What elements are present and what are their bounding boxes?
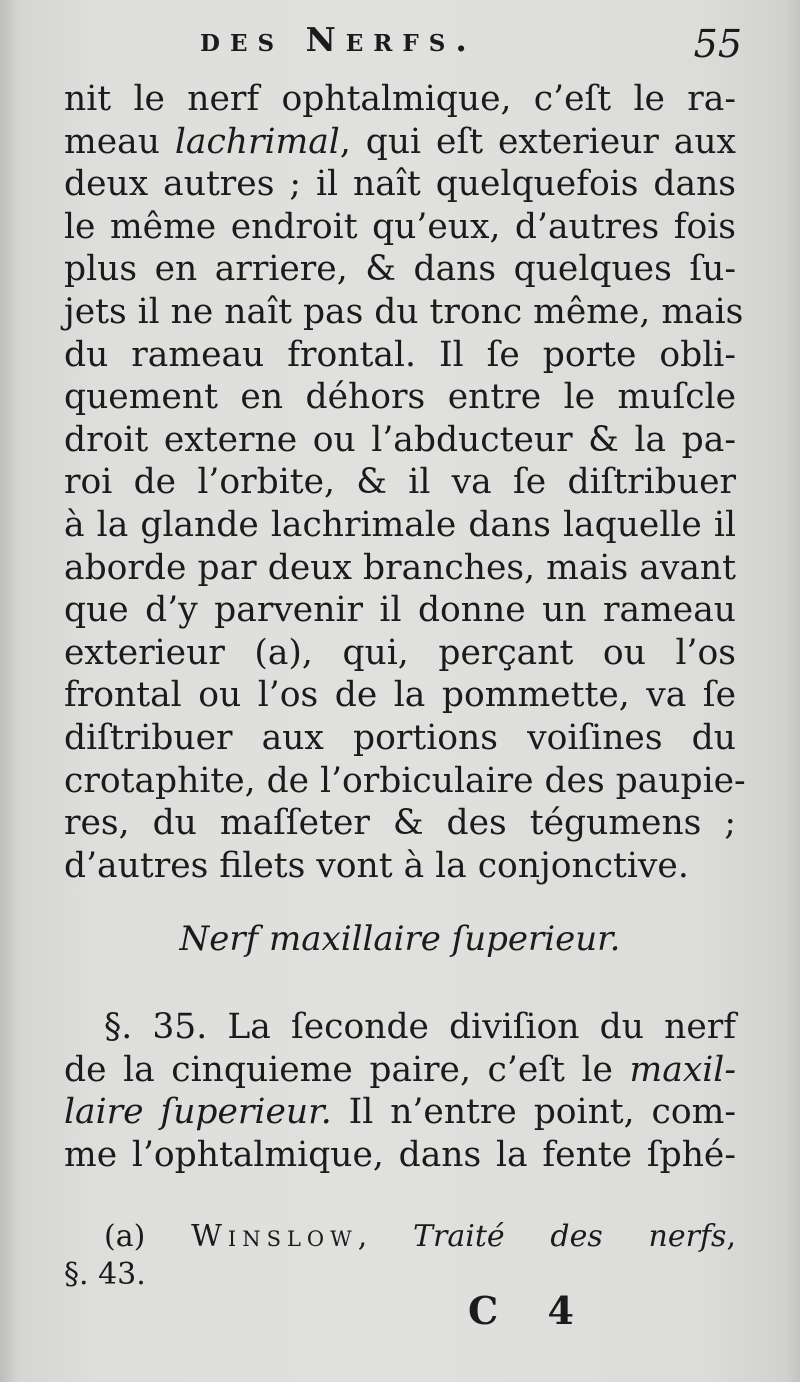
page-shadow-right	[786, 0, 800, 1382]
text-line	[64, 1049, 736, 1092]
text-line: d’autres filets vont à la conjonctive.	[64, 845, 689, 886]
section-heading: Nerf maxillaire ſuperieur.	[179, 919, 621, 959]
text-line: diſtribuer aux portions voiſines du	[64, 717, 736, 758]
text-line: droit externe ou l’abducteur & la pa-	[64, 419, 736, 460]
signature-mark: C 4	[468, 1288, 592, 1333]
footnote	[64, 1218, 736, 1294]
text-line: frontal ou l’os de la pommette, va ſe	[64, 675, 736, 716]
text-line	[64, 121, 736, 164]
text-line: aborde par deux branches, mais avant	[64, 547, 736, 588]
italic-term: laire ſuperieur.	[64, 1092, 332, 1133]
text-line: quement en déhors entre le muſcle	[64, 377, 736, 418]
text-fragment: de la cinquieme paire, c’eſt le	[64, 1049, 613, 1090]
paragraph-text	[64, 78, 746, 887]
text-line: res, du maſſeter & des tégumens ;	[64, 803, 736, 844]
footnote-ref: §. 43.	[64, 1257, 146, 1292]
page-shadow-left	[0, 0, 18, 1382]
text-line: nit le nerf ophtalmique, c’eſt le ra-	[64, 79, 736, 119]
text-line: roi de l’orbite, & il va ſe diſtribuer	[64, 462, 736, 503]
text-line: §. 35. La ſeconde diviſion du nerf	[104, 1007, 736, 1047]
text-line: à la glande lachrimale dans laquelle il	[64, 504, 736, 545]
italic-term: lachrimal	[174, 121, 340, 162]
text-line	[64, 1091, 736, 1134]
text-line: me l’ophtalmique, dans la fente ſphé-	[64, 1134, 736, 1175]
text-line: du rameau frontal. Il ſe porte obli-	[64, 334, 736, 375]
text-line: crotaphite, de l’orbiculaire des paupie-	[64, 760, 746, 801]
text-line: exterieur (a), qui, perçant ou l’os	[64, 632, 736, 673]
section-paragraph	[64, 1006, 736, 1176]
footnote-title: Traité des nerfs	[413, 1219, 727, 1254]
text-line: plus en arriere, & dans quelques ſu-	[64, 249, 736, 290]
text-fragment: meau	[64, 121, 160, 162]
text-line: le même endroit qu’eux, d’autres fois	[64, 206, 736, 247]
text-fragment: , qui eſt exterieur aux	[339, 121, 736, 162]
text-fragment: Il n’entre point, com-	[331, 1092, 736, 1133]
text-line: jets il ne naît pas du tronc même, mais	[64, 291, 744, 332]
italic-term: maxil-	[629, 1049, 736, 1090]
text-line: que d’y parvenir il donne un rameau	[64, 590, 736, 631]
footnote-line: (a) Winslow, Traité des nerfs,	[104, 1219, 736, 1254]
page-number: 55	[693, 22, 742, 66]
text-line: deux autres ; il naît quelquefois dans	[64, 164, 736, 205]
running-title: des Nerfs.	[200, 20, 477, 59]
footnote-author: Winslow	[191, 1219, 358, 1254]
footnote-punct: ,	[726, 1219, 736, 1254]
footnote-marker: (a)	[104, 1219, 146, 1254]
